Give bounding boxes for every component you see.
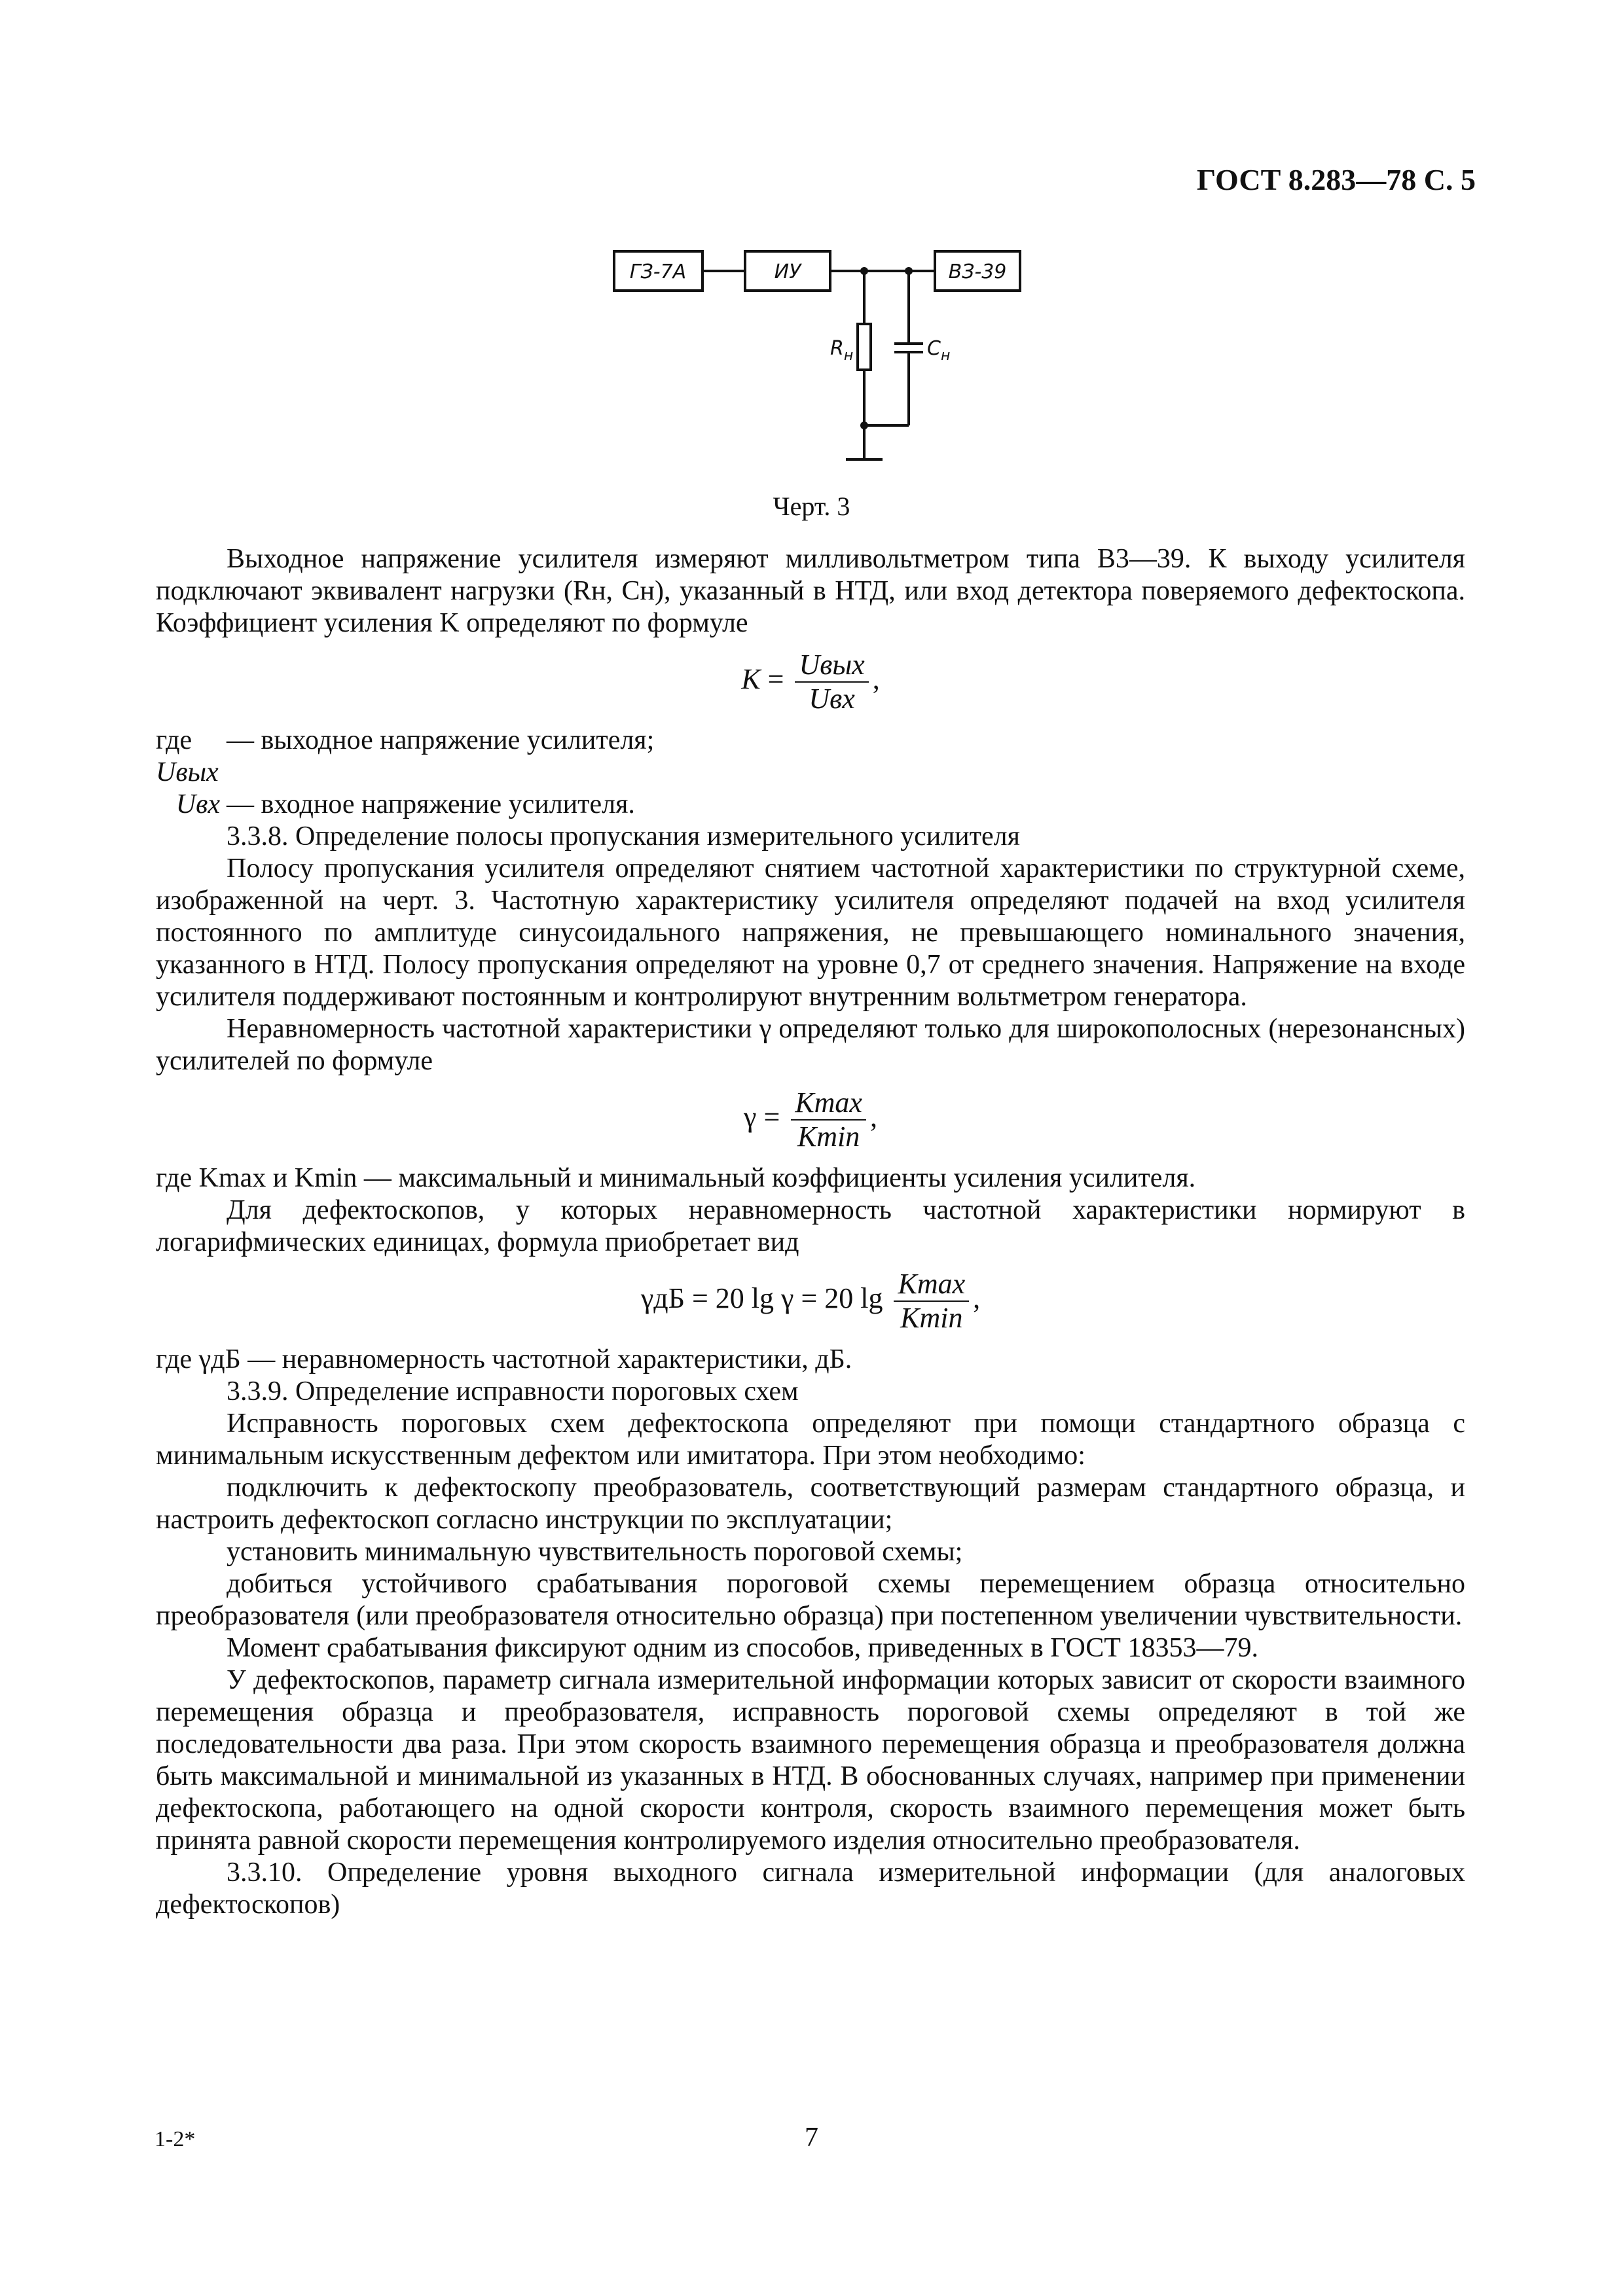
paragraph-threshold-check: Исправность пороговых схем дефектоскопа определяют при помощи стандартного образца с минимальным искусственным дефектом или имитатора. При этом необходимо: xyxy=(156,1408,1465,1471)
section-3-3-9: 3.3.9. Определение исправности пороговых схем xyxy=(227,1376,799,1407)
junction-1 xyxy=(860,267,868,275)
formula-gain-num: Uвых xyxy=(795,649,868,683)
section-3-3-10: 3.3.10. Определение уровня выходного сигнала измерительной информации (для аналоговых дефектоскопов) xyxy=(156,1857,1465,1920)
where-desc-1: — выходное напряжение усилителя; xyxy=(227,725,655,755)
formula-gamma-db-tail: , xyxy=(973,1282,981,1315)
formula-gamma-eq: = xyxy=(763,1101,780,1134)
junction-2 xyxy=(905,267,913,275)
formula-gain-eq: = xyxy=(767,663,784,696)
formula-gamma-db-lhs: γдБ = 20 lg γ = 20 lg xyxy=(640,1282,883,1315)
block-amplifier-label: ИУ xyxy=(774,260,801,283)
where-gamma: где Kmax и Kmin — максимальный и минимальный коэффициенты усиления усилителя. xyxy=(156,1163,1196,1193)
paragraph-bandwidth: Полосу пропускания усилителя определяют снятием частотной характеристики по структурной схеме, изображенной на черт. 3. Частотную характеристику усилителя определяют подачей на вход усилителя постоянного по амплитуде синусоидального напряжения, не превышающего номинального значения, указанного в НТД. Полосу пропускания определяют на уровне 0,7 от среднего значения. Напряжение на входе усилителя поддерживают постоянным и контролируют внутренним вольтметром генератора. xyxy=(156,853,1465,1012)
junction-3 xyxy=(860,422,868,429)
formula-gamma-num: Kmax xyxy=(791,1086,866,1121)
paragraph-speed-dependence: У дефектоскопов, параметр сигнала измерительной информации которых зависит от скорости взаимного перемещения образца и преобразователя, исправность пороговой схемы определяют в той же последовательности два раза. При этом скорость взаимного перемещения образца и преобразователя должна быть максимальной и минимальной из указанных в НТД. В обоснованных случаях, например при применении дефектоскопа, работающего на одной скорости контроля, скорость взаимного перемещения может быть принята равной скорости перемещения контролируемого изделия относительно преобразователя. xyxy=(156,1665,1465,1856)
paragraph-output-voltage: Выходное напряжение усилителя измеряют милливольтметром типа В3—39. К выходу усилителя подключают эквивалент нагрузки (Rн, Cн), указанный в НТД, или вход детектора поверяемого дефектоскопа. Коэффициент усиления K определяют по формуле xyxy=(156,544,1465,638)
formula-gain-den: Uвх xyxy=(809,683,855,715)
formula-gamma-den: Kmin xyxy=(797,1121,860,1153)
formula-gain-fraction xyxy=(795,649,868,715)
where-desc-2: — входное напряжение усилителя. xyxy=(227,789,635,819)
paragraph-nonuniformity: Неравномерность частотной характеристики γ определяют только для широкополосных (нерезонансных) усилителей по формуле xyxy=(156,1014,1465,1076)
paragraph-trigger-moment: Момент срабатывания фиксируют одним из способов, приведенных в ГОСТ 18353—79. xyxy=(227,1633,1258,1663)
footer-sheet-mark: 1-2* xyxy=(155,2127,196,2151)
formula-gamma-db-num: Kmax xyxy=(894,1268,969,1302)
formula-gamma-db-den: Kmin xyxy=(900,1302,963,1334)
block-diagram xyxy=(589,236,1061,478)
block-voltmeter-label: ВЗ-39 xyxy=(948,260,1007,283)
document-body xyxy=(156,543,1465,1921)
paragraph-step-sensitivity: установить минимальную чувствительность пороговой схемы; xyxy=(227,1537,963,1567)
where-list-gain xyxy=(156,725,1465,821)
paragraph-step-connect: подключить к дефектоскопу преобразователь, соответствующий размерам стандартного образца, и настроить дефектоскоп согласно инструкции по эксплуатации; xyxy=(156,1473,1465,1535)
resistor xyxy=(858,324,871,370)
formula-gamma-db xyxy=(156,1268,1465,1335)
footer-page-number: 7 xyxy=(805,2123,818,2153)
where-sym-2: Uвх xyxy=(175,789,220,819)
section-3-3-8: 3.3.8. Определение полосы пропускания измерительного усилителя xyxy=(227,821,1020,852)
where-label: где Uвых xyxy=(156,725,219,787)
block-generator-label: ГЗ-7А xyxy=(629,260,687,283)
resistor-label: $R_н$ xyxy=(830,337,854,364)
formula-gamma-fraction xyxy=(791,1086,866,1153)
formula-gamma-lhs: γ xyxy=(744,1101,757,1134)
formula-gamma xyxy=(156,1086,1465,1153)
formula-gain-lhs: K xyxy=(741,663,761,696)
page-header: ГОСТ 8.283—78 С. 5 xyxy=(1196,163,1476,196)
paragraph-step-trigger: добиться устойчивого срабатывания пороговой схемы перемещением образца относительно преобразователя (или преобразователя относительно образца) при постепенном увеличении чувствительности. xyxy=(156,1569,1465,1631)
formula-gain-tail: , xyxy=(872,663,880,696)
capacitor-label: $C_н$ xyxy=(927,337,951,364)
formula-gamma-db-fraction xyxy=(894,1268,969,1335)
formula-gain xyxy=(156,649,1465,715)
paragraph-log-units: Для дефектоскопов, у которых неравномерность частотной характеристики нормируют в логарифмических единицах, формула приобретает вид xyxy=(156,1195,1465,1257)
where-gamma-db: где γдБ — неравномерность частотной характеристики, дБ. xyxy=(156,1344,852,1374)
figure-caption: Черт. 3 xyxy=(773,492,850,521)
formula-gamma-tail: , xyxy=(869,1101,877,1134)
